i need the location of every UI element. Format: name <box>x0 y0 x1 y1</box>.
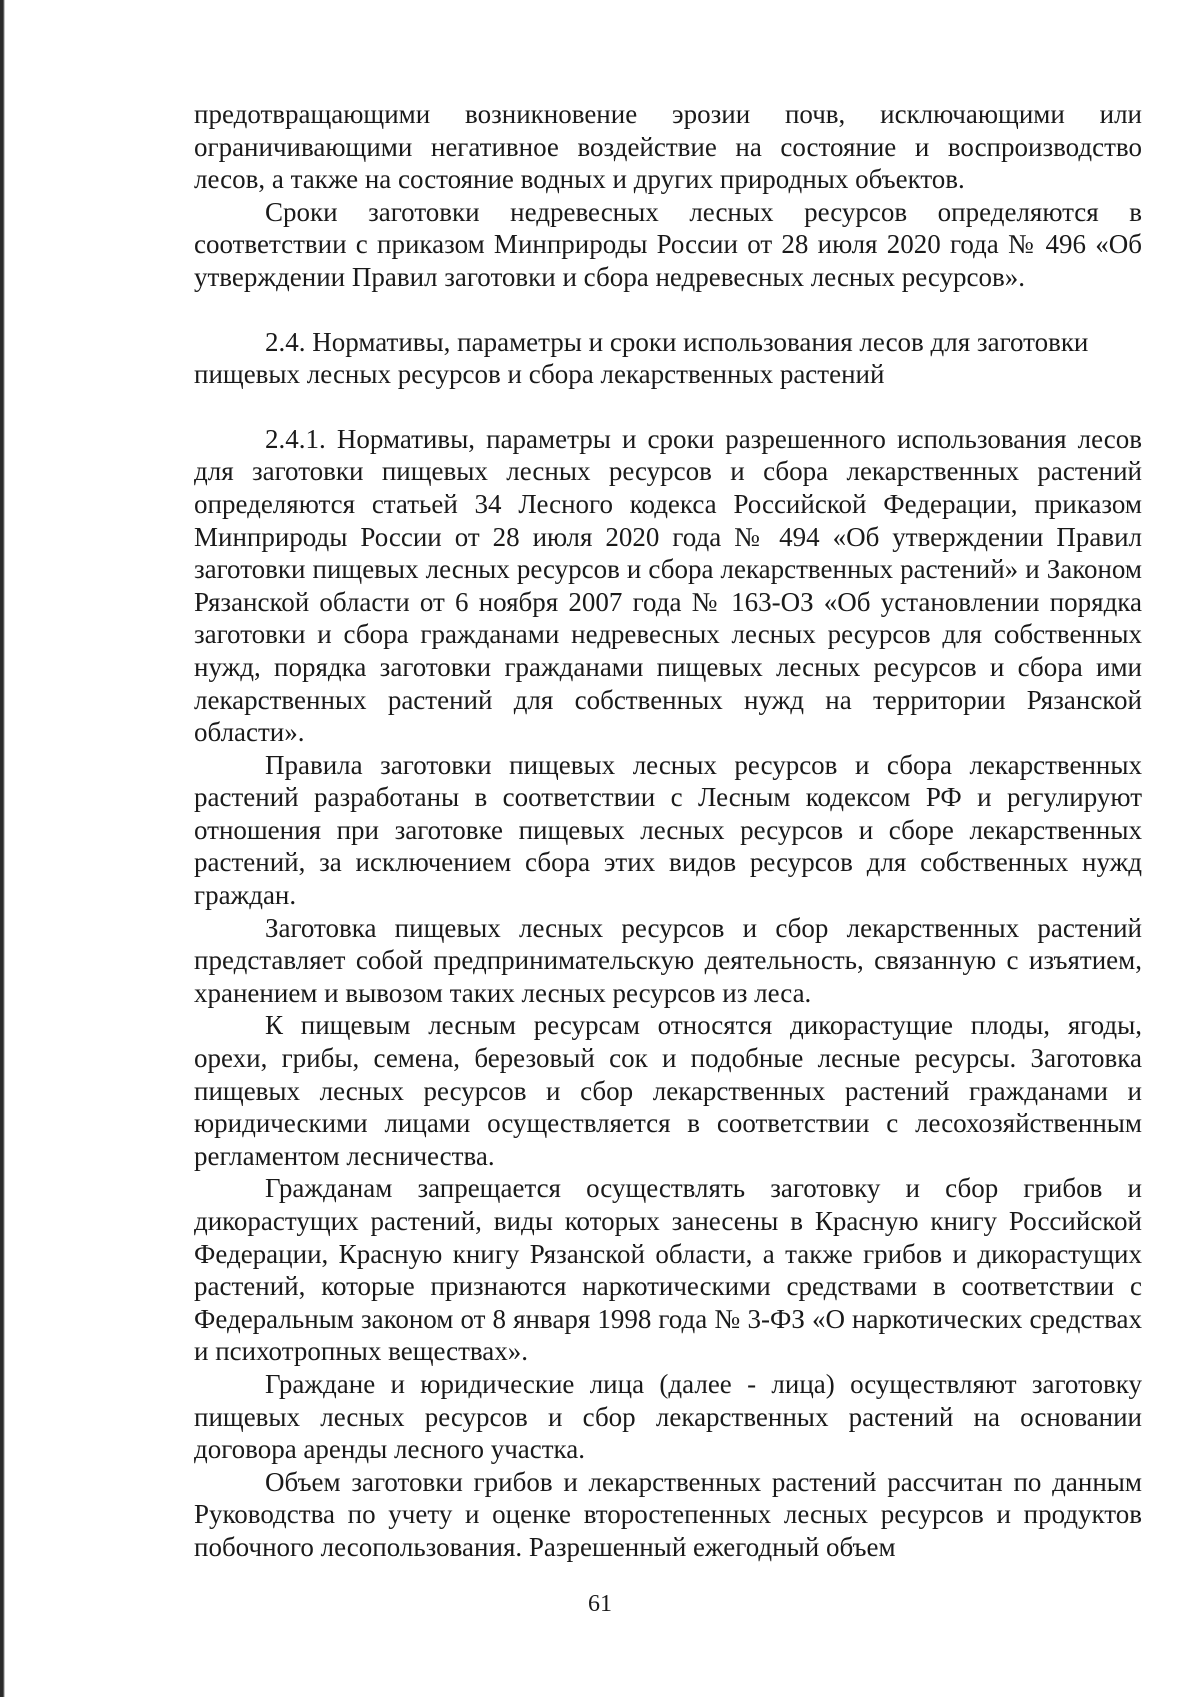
page-number: 61 <box>588 1591 612 1617</box>
paragraph-harvest-terms: Сроки заготовки недревесных лесных ресурсов определяются в соответствии с приказом Минприроды России от 28 июля 2020 года № 496 «Об утверждении Правил заготовки и сбора недревесных лесных ресурсов». <box>194 196 1142 292</box>
document-body <box>194 98 1142 1564</box>
paragraph-rules: Правила заготовки пищевых лесных ресурсов и сбора лекарственных растений разработаны в соответствии с Лесным кодексом РФ и регулируют отношения при заготовке пищевых лесных ресурсов и сборе лекарственных растений, за исключением сбора этих видов ресурсов для собственных нужд граждан. <box>194 749 1142 911</box>
paragraph-continuation: предотвращающими возникновение эрозии почв, исключающими или ограничивающими негативное воздействие на состояние и воспроизводство лесов, а также на состояние водных и других природных объектов. <box>194 99 1142 195</box>
paragraph-food-resources: К пищевым лесным ресурсам относятся дикорастущие плоды, ягоды, орехи, грибы, семена, березовый сок и подобные лесные ресурсы. Заготовка пищевых лесных ресурсов и сбор лекарственных растений гражданами и юридическими лицами осуществляется в соответствии с лесохозяйственным регламентом лесничества. <box>194 1010 1142 1171</box>
paragraph-business-activity: Заготовка пищевых лесных ресурсов и сбор лекарственных растений представляет собой предпринимательскую деятельность, связанную с изъятием, хранением и вывозом таких лесных ресурсов из леса. <box>194 912 1142 1008</box>
section-heading-2-4: 2.4. Нормативы, параметры и сроки использования лесов для заготовки пищевых лесных ресурсов и сбора лекарственных растений <box>194 326 1089 390</box>
paragraph-lease-basis: Граждане и юридические лица (далее - лица) осуществляют заготовку пищевых лесных ресурсов и сбор лекарственных растений на основании договора аренды лесного участка. <box>194 1368 1142 1465</box>
paragraph-2-4-1: 2.4.1. Нормативы, параметры и сроки разрешенного использования лесов для заготовки пищевых лесных ресурсов и сбора лекарственных растений определяются статьей 34 Лесного кодекса Российской Федерации, приказом Минприроды России от 28 июля 2020 года № 494 «Об утверждении Правил заготовки пищевых лесных ресурсов и сбора лекарственных растений» и Законом Рязанской области от 6 ноября 2007 года № 163-ОЗ «Об установлении порядка заготовки и сбора гражданами недревесных лесных ресурсов для собственных нужд, порядка заготовки гражданами пищевых лесных ресурсов и сбора ими лекарственных растений для собственных нужд на территории Рязанской области». <box>194 423 1142 748</box>
paragraph-prohibition: Гражданам запрещается осуществлять заготовку и сбор грибов и дикорастущих растений, виды которых занесены в Красную книгу Российской Федерации, Красную книгу Рязанской области, а также грибов и дикорастущих растений, которые признаются наркотическими средствами в соответствии с Федеральным законом от 8 января 1998 года № 3-ФЗ «О наркотических средствах и психотропных веществах». <box>194 1173 1142 1367</box>
scan-edge-border <box>0 0 5 1697</box>
paragraph-volume: Объем заготовки грибов и лекарственных растений рассчитан по данным Руководства по учету и оценке второстепенных лесных ресурсов и продуктов побочного лесопользования. Разрешенный ежегодный объем <box>194 1466 1142 1562</box>
